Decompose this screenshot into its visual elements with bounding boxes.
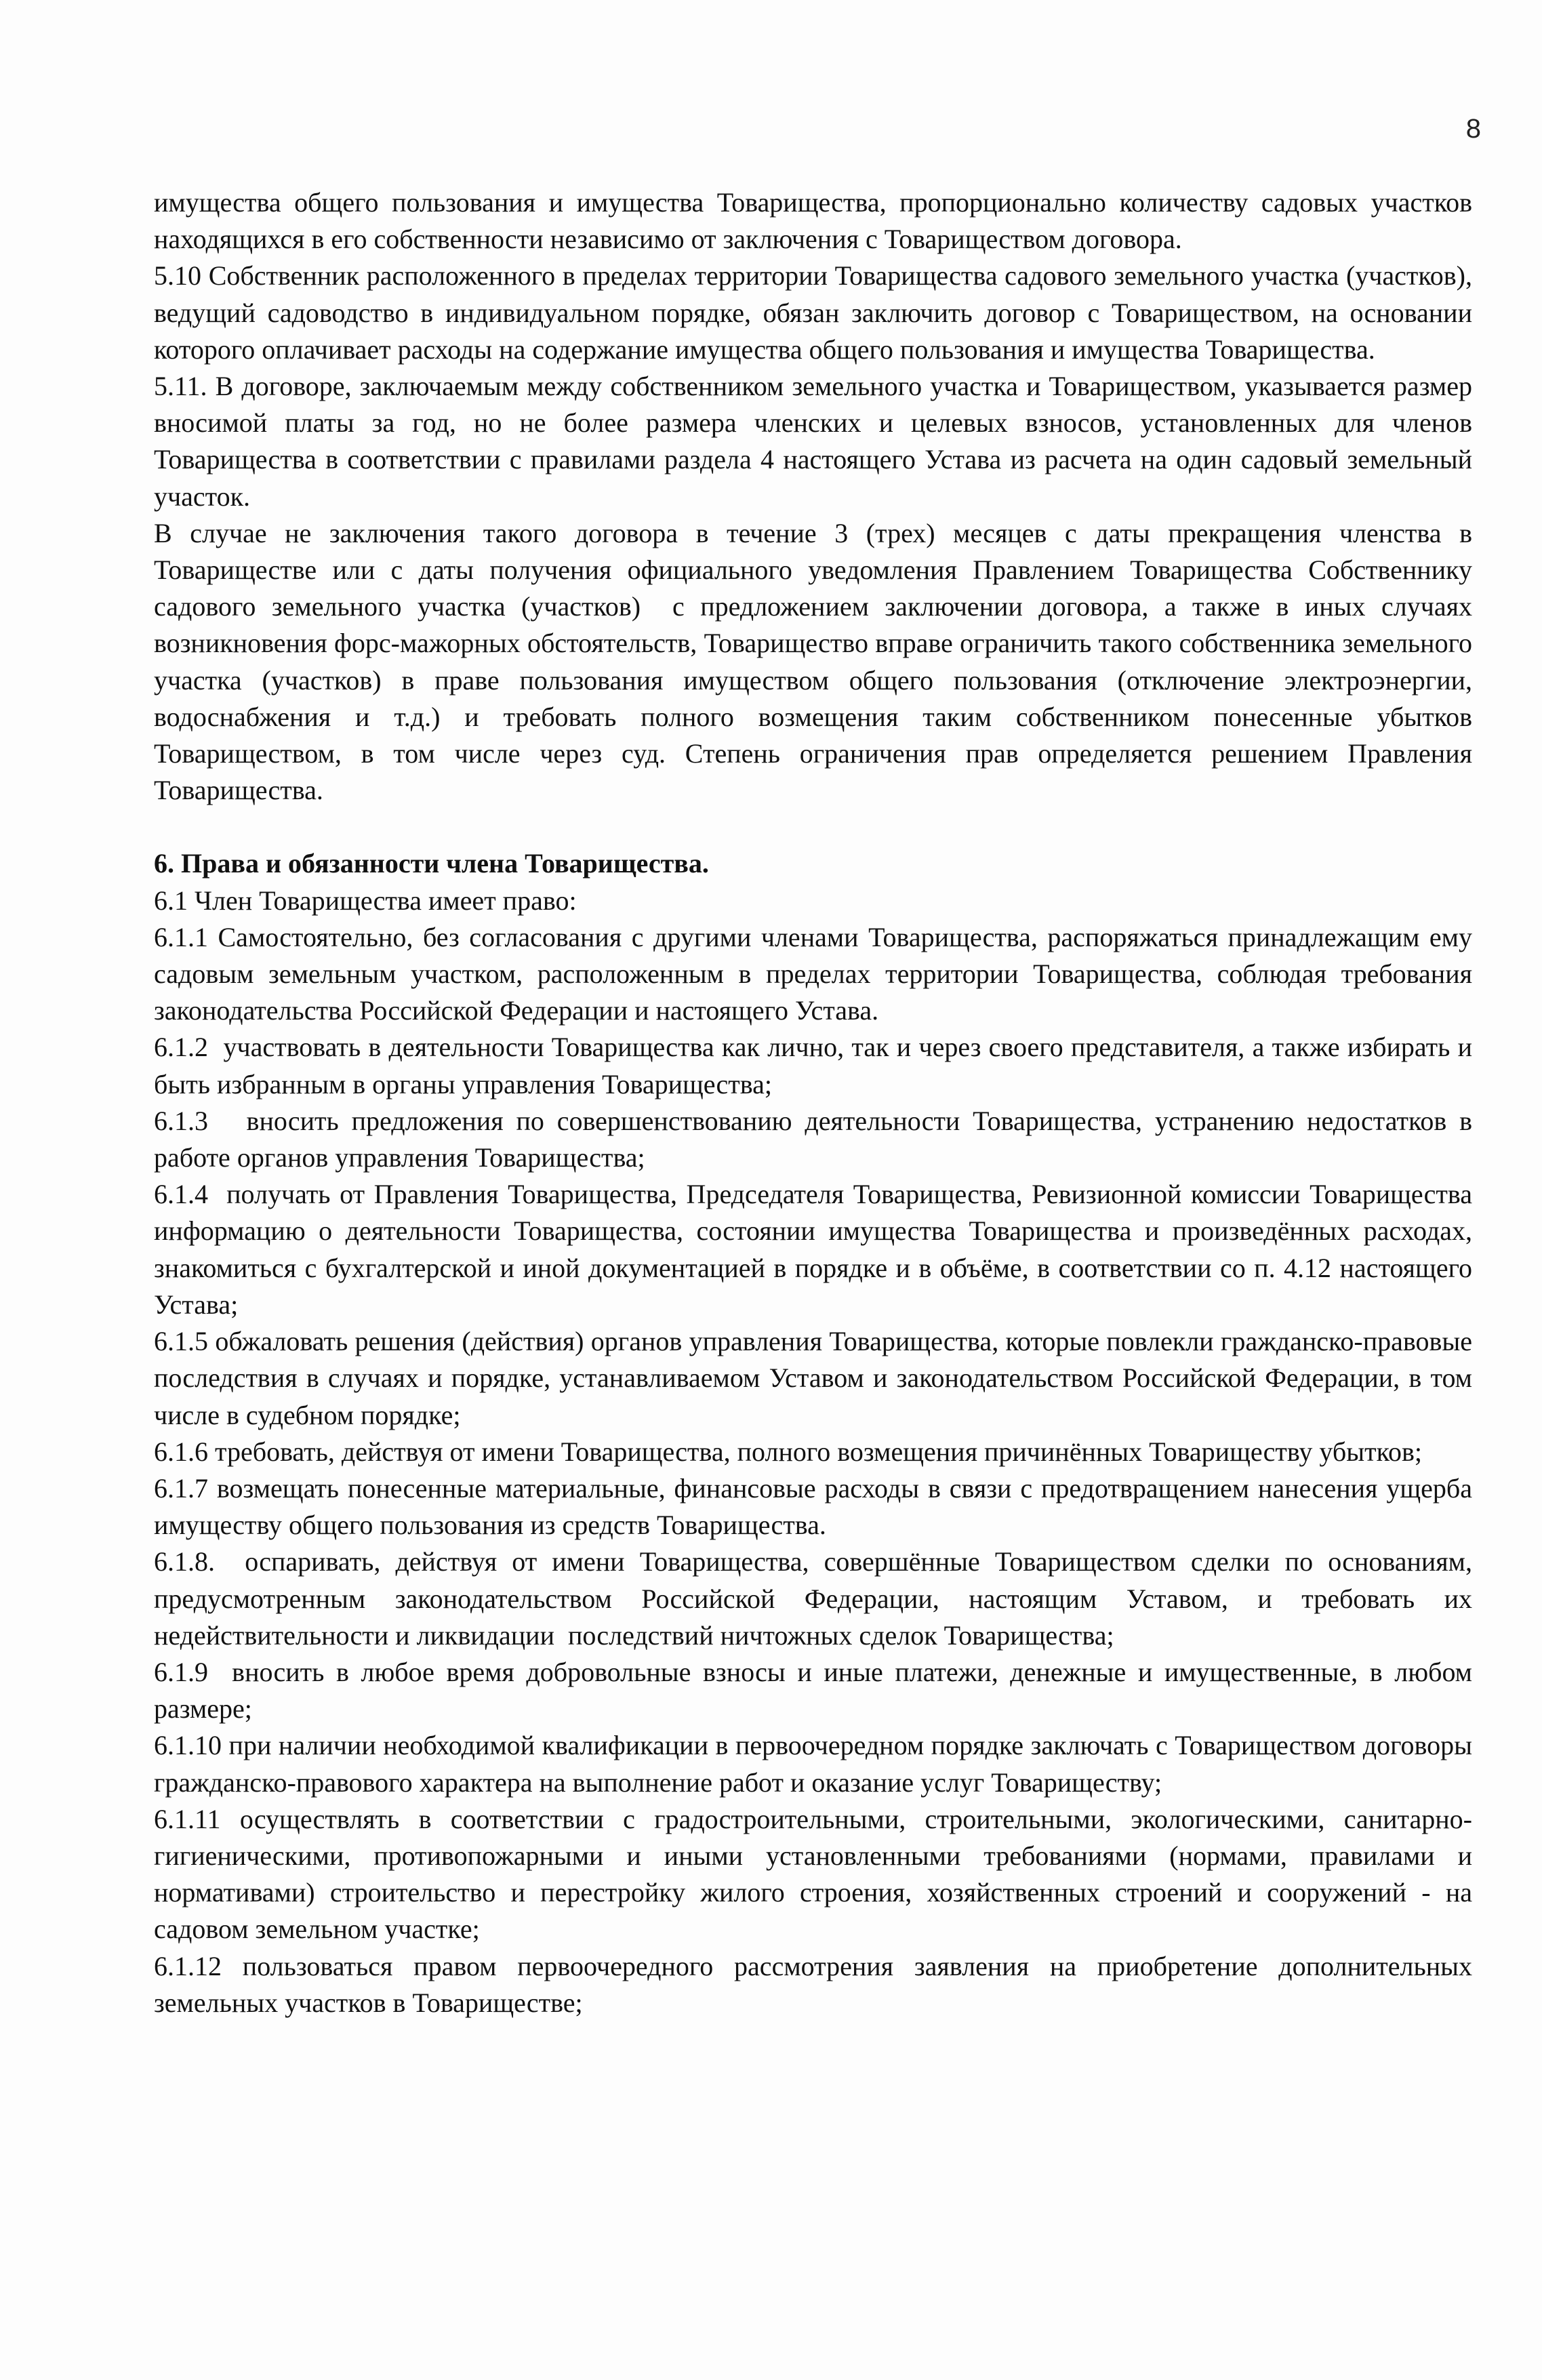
clause-6-1-12: 6.1.12 пользоваться правом первоочередного рассмотрения заявления на приобретение дополнительных земельных участков в Товариществе; [154,1950,1479,2018]
clause-6-1-1: 6.1.1 Самостоятельно, без согласования с другими членами Товарищества, распоряжаться принадлежащим ему садовым земельным участком, расположенным в пределах территории Товарищества, соблюдая требования законодательства Российской Федерации и настоящего Устава. [154,921,1479,1026]
clause-6-1-5: 6.1.5 обжаловать решения (действия) органов управления Товарищества, которые повлекли гражданско-правовые последствия в случаях и порядке, устанавливаемом Уставом и законодательством Российской Федерации, в том числе в судебном порядке; [154,1326,1479,1430]
document-body [154,184,1479,2021]
clause-6-1-4: 6.1.4 получать от Правления Товарищества, Председателя Товарищества, Ревизионной комиссии Товарищества информацию о деятельности Товарищества, состоянии имущества Товарищества и произведённых расходах, знакомиться с бухгалтерской и иной документацией в порядке и в объёме, в соответствии со п. 4.12 настоящего Устава; [154,1179,1479,1320]
clause-5-11-note: В случае не заключения такого договора в течение 3 (трех) месяцев с даты прекращения членства в Товариществе или с даты получения официального уведомления Правлением Товарищества Собственнику садового земельного участка (участков) с предложением заключении договора, а также в иных случаях возникновения форс-мажорных обстоятельств, Товарищество вправе ограничить такого собственника земельного участка (участков) в праве пользования имуществом общего пользования (отключение электроэнергии, водоснабжения и т.д.) и требовать полного возмещения таким собственником понесенные убытков Товариществом, в том числе через суд. Степень ограничения прав определяется решением Правления Товарищества. [154,517,1479,806]
section-6-heading: 6. Права и обязанности члена Товарищества. [154,848,709,879]
clause-6-1-8: 6.1.8. оспаривать, действуя от имени Товарищества, совершённые Товариществом сделки по основаниям, предусмотренным законодательством Российской Федерации, настоящим Уставом, и требовать их недействительности и ликвидации последствий ничтожных сделок Товарищества; [154,1546,1479,1651]
clause-6-1-10: 6.1.10 при наличии необходимой квалификации в первоочередном порядке заключать с Товариществом договоры гражданско-правового характера на выполнение работ и оказание услуг Товариществу; [154,1730,1479,1798]
clause-6-1-11: 6.1.11 осуществлять в соответствии с градостроительными, строительными, экологическими, санитарно-гигиеническими, противопожарными и иными установленными требованиями (нормами, правилами и нормативами) строительство и перестройку жилого строения, хозяйственных строений и сооружений - на садовом земельном участке; [154,1803,1479,1945]
clause-6-1: 6.1 Член Товарищества имеет право: [154,885,577,916]
paragraph-continuation: имущества общего пользования и имущества Товарищества, пропорционально количеству садовых участков находящихся в его собственности независимо от заключения с Товариществом договора. [154,187,1479,255]
section-spacer [154,809,1472,845]
clause-6-1-6: 6.1.6 требовать, действуя от имени Товарищества, полного возмещения причинённых Товариществу убытков; [154,1436,1422,1467]
clause-6-1-3: 6.1.3 вносить предложения по совершенствованию деятельности Товарищества, устранению недостатков в работе органов управления Товарищества; [154,1105,1479,1173]
clause-6-1-2: 6.1.2 участвовать в деятельности Товарищества как лично, так и через своего представителя, а также избирать и быть избранным в органы управления Товарищества; [154,1032,1479,1100]
clause-5-10: 5.10 Собственник расположенного в пределах территории Товарищества садового земельного участка (участков), ведущий садоводство в индивидуальном порядке, обязан заключить договор с Товариществом, на основании которого оплачивает расходы на содержание имущества общего пользования и имущества Товарищества. [154,260,1479,365]
clause-6-1-9: 6.1.9 вносить в любое время добровольные взносы и иные платежи, денежные и имущественные, в любом размере; [154,1656,1479,1725]
page-number: 8 [1465,114,1481,144]
clause-6-1-7: 6.1.7 возмещать понесенные материальные, финансовые расходы в связи с предотвращением нанесения ущерба имуществу общего пользования из средств Товарищества. [154,1472,1479,1541]
clause-5-11: 5.11. В договоре, заключаемым между собственником земельного участка и Товариществом, указывается размер вносимой платы за год, но не более размера членских и целевых взносов, установленных для членов Товарищества в соответствии с правилами раздела 4 настоящего Устава из расчета на один садовый земельный участок. [154,371,1479,512]
